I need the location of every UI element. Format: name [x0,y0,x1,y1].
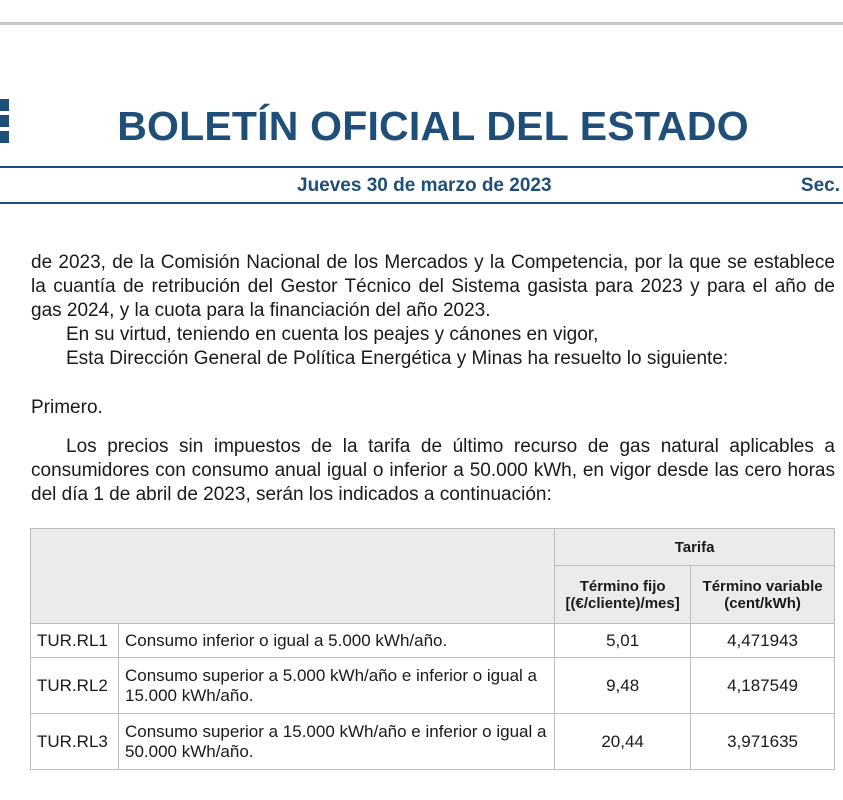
paragraph-resolution: Esta Dirección General de Política Energética y Minas ha resuelto lo siguiente: [66,348,729,369]
fixed-term-header-line2: [(€/cliente)/mes] [565,594,680,612]
row-code: TUR.RL2 [31,658,119,714]
row-code: TUR.RL1 [31,624,119,658]
document-body [31,251,835,507]
paragraph-en-su-virtud: En su virtud, teniendo en cuenta los peajes y cánones en vigor, [66,324,599,345]
row-code: TUR.RL3 [31,714,119,770]
tariff-table [30,528,835,770]
variable-term-header [691,566,835,624]
header-rule-top [0,166,843,168]
page-title: BOLETÍN OFICIAL DEL ESTADO [117,103,749,149]
heading-primero: Primero. [31,397,103,418]
variable-term-header-line1: Término variable [702,577,823,595]
fixed-term-header-line1: Término fijo [579,577,666,595]
row-variable-term: 4,187549 [691,658,835,714]
table-row [31,714,835,770]
tarifa-group-header: Tarifa [555,529,835,566]
row-fixed-term: 5,01 [555,624,691,658]
row-fixed-term: 9,48 [555,658,691,714]
row-variable-term: 3,971635 [691,714,835,770]
paragraph-intro: de 2023, de la Comisión Nacional de los Mercados y la Competencia, por la que se establece la cuantía de retribución del Gestor Técnico del Sistema gasista para 2023 y para el año de gas 2024, y la cuota para la financiación del año 2023. [31,252,835,321]
row-fixed-term: 20,44 [555,714,691,770]
row-description: Consumo superior a 15.000 kWh/año e inferior o igual a 50.000 kWh/año. [118,714,554,770]
fixed-term-header [555,566,691,624]
table-row [31,624,835,658]
table-corner-cell [31,529,555,624]
publication-date: Jueves 30 de marzo de 2023 [297,175,552,196]
section-label: Sec. [800,175,840,196]
top-divider [0,22,843,25]
variable-term-header-line2: (cent/kWh) [724,594,801,612]
row-description: Consumo superior a 5.000 kWh/año e inferior o igual a 15.000 kWh/año. [118,658,554,714]
row-variable-term: 4,471943 [691,624,835,658]
row-description: Consumo inferior o igual a 5.000 kWh/año. [118,624,554,658]
table-row [31,658,835,714]
header-rule-bottom [0,202,843,204]
paragraph-prices: Los precios sin impuestos de la tarifa de último recurso de gas natural aplicables a consumidores con consumo anual igual o inferior a 50.000 kWh, en vigor desde las cero horas del día 1 de abril de 2023, serán los indicados a continuación: [31,436,835,505]
